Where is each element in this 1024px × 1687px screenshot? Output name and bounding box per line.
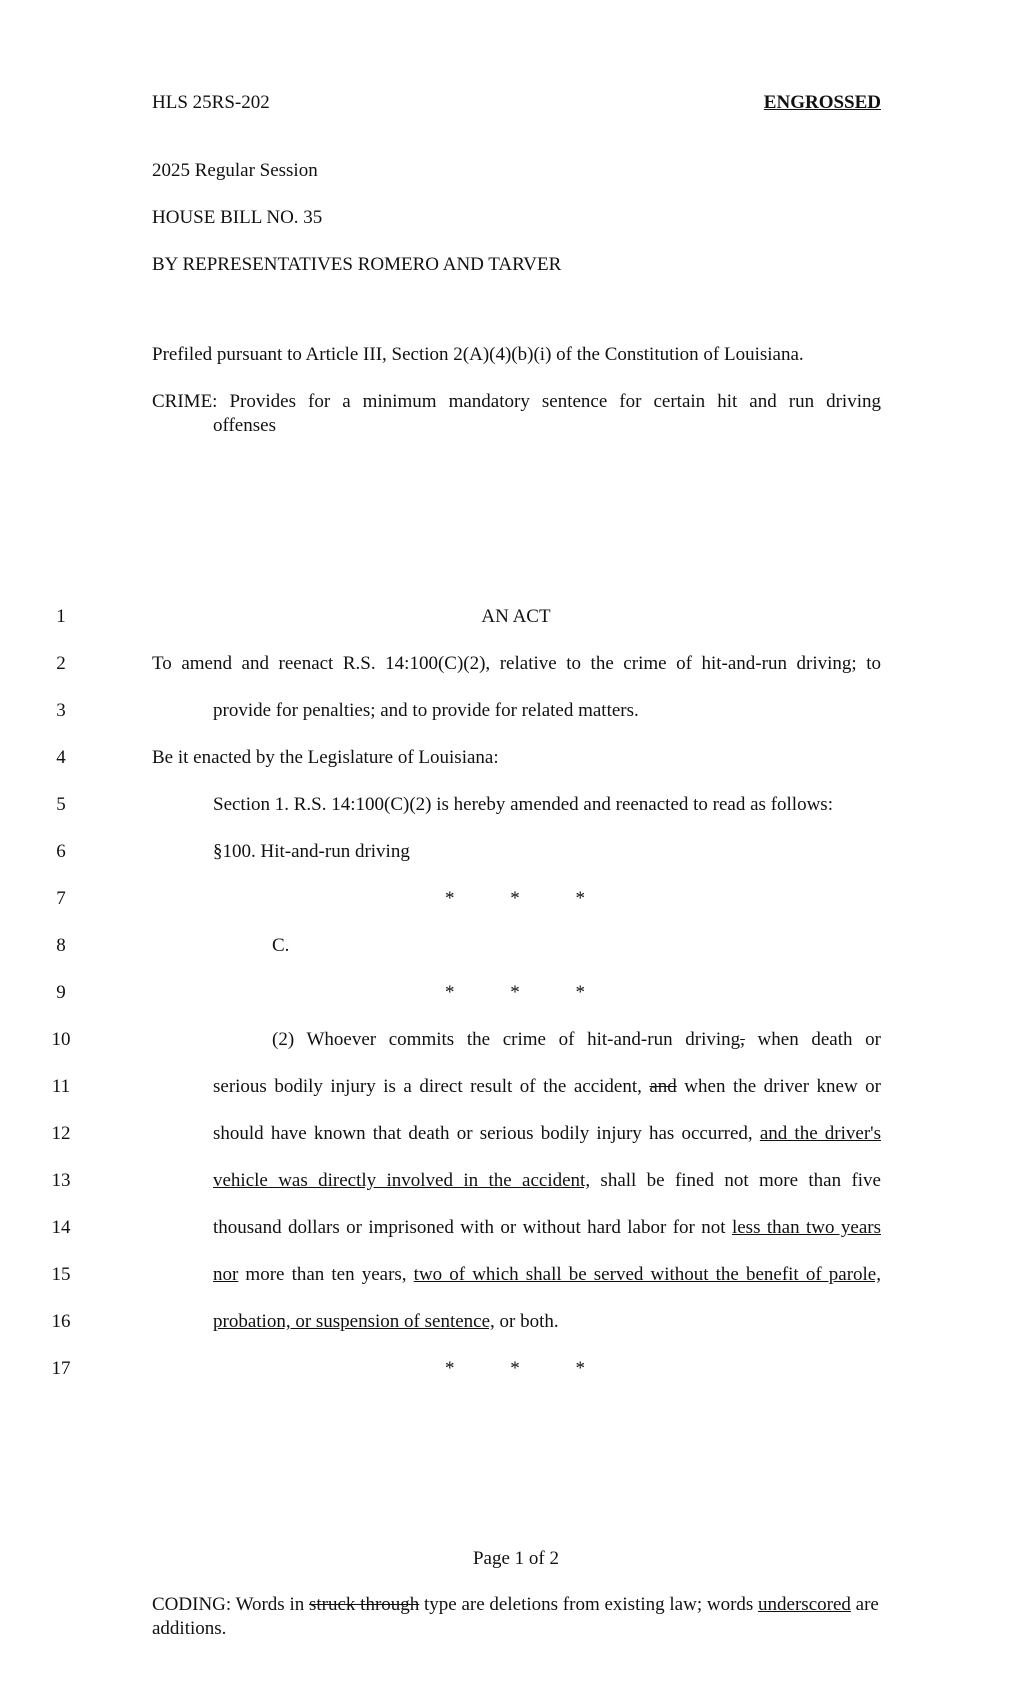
page-number: Page 1 of 2 xyxy=(472,1548,559,1569)
digest-line: CRIME: Provides for a minimum mandatory sentence for certain hit and run driving xyxy=(152,391,881,412)
line-number: 11 xyxy=(51,1076,71,1097)
session-label: 2025 Regular Session xyxy=(152,160,318,181)
star: * xyxy=(445,1358,455,1379)
underscored-text: less than two years xyxy=(731,1217,881,1238)
engrossed-status: ENGROSSED xyxy=(763,92,881,113)
line-number: 9 xyxy=(56,982,66,1003)
struck-text: struck through xyxy=(308,1594,420,1615)
amended-text-line xyxy=(213,1170,881,1192)
text-segment: shall be fined not more than five xyxy=(590,1170,881,1191)
line-number: 6 xyxy=(56,841,66,862)
act-title: AN ACT xyxy=(481,606,551,627)
amended-text-line xyxy=(213,1076,881,1098)
text-segment: when the driver knew or xyxy=(676,1076,882,1097)
text-segment: type are deletions from existing law; words xyxy=(419,1594,759,1615)
omission-stars xyxy=(445,982,585,1004)
line-number: 15 xyxy=(51,1264,71,1285)
underscored-text: and the driver's xyxy=(759,1123,881,1144)
amended-text-line xyxy=(213,1311,559,1333)
subsection-label: C. xyxy=(272,935,290,956)
line-number: 7 xyxy=(56,888,66,909)
amended-text-line xyxy=(213,1217,881,1239)
bill-number: HOUSE BILL NO. 35 xyxy=(152,207,323,228)
line-number: 3 xyxy=(56,700,66,721)
star: * xyxy=(575,982,585,1003)
struck-text: , xyxy=(740,1029,745,1050)
underscored-text: vehicle was directly involved in the accident, xyxy=(213,1170,591,1191)
text-segment: should have known that death or serious bodily injury has occurred, xyxy=(213,1123,760,1144)
line-number: 8 xyxy=(56,935,66,956)
underscored-text: nor xyxy=(213,1264,239,1285)
coding-legend xyxy=(152,1593,881,1641)
text-segment: CODING: Words in xyxy=(152,1594,309,1615)
text-segment: (2) Whoever commits the crime of hit-and-run driving xyxy=(272,1029,741,1050)
underscored-text: two of which shall be served without the benefit of parole, xyxy=(413,1264,881,1285)
line-number: 4 xyxy=(56,747,66,768)
section-intro: Section 1. R.S. 14:100(C)(2) is hereby amended and reenacted to read as follows: xyxy=(213,794,833,815)
amended-text-line xyxy=(213,1264,881,1286)
line-number: 10 xyxy=(51,1029,71,1050)
act-body-line: To amend and reenact R.S. 14:100(C)(2), relative to the crime of hit-and-run driving; to xyxy=(152,653,881,674)
bill-code: HLS 25RS-202 xyxy=(152,92,270,113)
star: * xyxy=(575,888,585,909)
struck-text: and xyxy=(649,1076,677,1097)
text-segment: more than ten years, xyxy=(238,1264,414,1285)
text-segment: serious bodily injury is a direct result of the accident xyxy=(213,1076,638,1097)
amended-text-line xyxy=(213,1123,881,1145)
text-segment: when death or xyxy=(744,1029,881,1050)
line-number: 13 xyxy=(51,1170,71,1191)
amended-text-line xyxy=(272,1029,881,1051)
statute-heading: §100. Hit-and-run driving xyxy=(213,841,410,862)
line-number: 14 xyxy=(51,1217,71,1238)
underscored-text: underscored xyxy=(758,1594,851,1615)
line-number: 1 xyxy=(56,606,66,627)
star: * xyxy=(510,1358,520,1379)
omission-stars xyxy=(445,888,585,910)
underscored-text: , xyxy=(637,1076,642,1097)
star: * xyxy=(510,982,520,1003)
line-number: 16 xyxy=(51,1311,71,1332)
omission-stars xyxy=(445,1358,585,1380)
text-segment: thousand dollars or imprisoned with or without hard labor for not xyxy=(213,1217,732,1238)
bill-authors: BY REPRESENTATIVES ROMERO AND TARVER xyxy=(152,254,562,275)
enacting-clause: Be it enacted by the Legislature of Louisiana: xyxy=(152,747,499,768)
text-segment: or both. xyxy=(494,1311,559,1332)
underscored-text: probation, or suspension of sentence, xyxy=(213,1311,495,1332)
prefiled-note: Prefiled pursuant to Article III, Section 2(A)(4)(b)(i) of the Constitution of Louisiana. xyxy=(152,344,804,365)
star: * xyxy=(445,982,455,1003)
star: * xyxy=(510,888,520,909)
act-body-line: provide for penalties; and to provide for related matters. xyxy=(213,700,639,721)
line-number: 5 xyxy=(56,794,66,815)
star: * xyxy=(445,888,455,909)
text-segment: are additions. xyxy=(152,1594,879,1639)
digest-continuation: offenses xyxy=(213,415,276,436)
star: * xyxy=(575,1358,585,1379)
line-number: 12 xyxy=(51,1123,71,1144)
line-number: 17 xyxy=(51,1358,71,1379)
line-number: 2 xyxy=(56,653,66,674)
